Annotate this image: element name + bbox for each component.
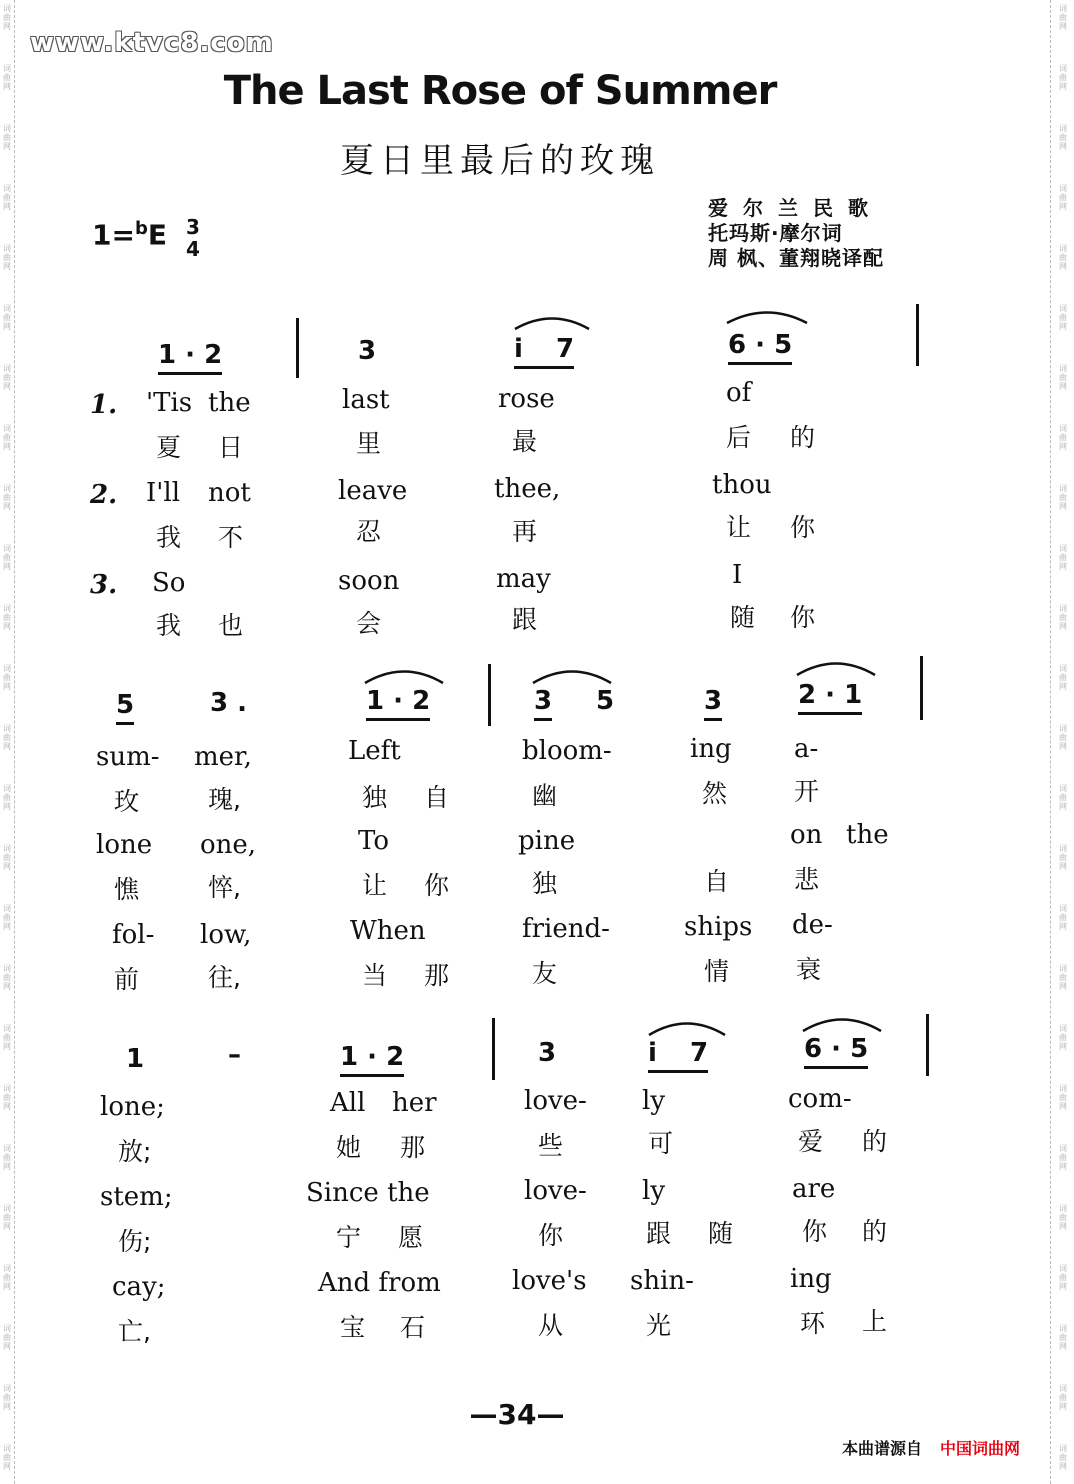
lyric-cn: 瑰, <box>208 785 241 814</box>
lyric-cn: 最 <box>512 427 538 456</box>
lyric-cn: 环 <box>800 1309 826 1338</box>
key-signature <box>92 218 167 251</box>
lyric-cn: 的 <box>862 1127 888 1156</box>
side-watermark-mark: 词 曲 网 <box>1059 1024 1067 1051</box>
lyric-cn: 独 <box>532 869 558 898</box>
side-watermark-mark: 词 曲 网 <box>3 904 11 931</box>
lyric-en: friend- <box>522 914 610 944</box>
lyric-en: fol- <box>112 920 155 950</box>
lyric-en: thou <box>712 470 772 500</box>
side-watermark-mark: 词 曲 网 <box>3 4 11 31</box>
tie-arc <box>724 306 810 326</box>
lyric-en: ly <box>642 1086 666 1116</box>
lyric-cn: 再 <box>512 517 538 546</box>
side-watermark-mark: 词 曲 网 <box>3 844 11 871</box>
flat-sign: b <box>134 218 148 239</box>
lyric-en: ships <box>684 912 753 942</box>
side-watermark-mark: 词 曲 网 <box>1059 1324 1067 1351</box>
lyric-cn: 亡, <box>118 1317 151 1346</box>
side-watermark-mark: 词 曲 网 <box>1059 1444 1067 1471</box>
side-watermark-mark: 词 曲 网 <box>3 1444 11 1471</box>
side-watermark-mark: 词 曲 网 <box>1059 964 1067 991</box>
lyric-cn: 情 <box>704 957 730 986</box>
lyric-en: thee, <box>494 474 561 504</box>
lyric-cn: 可 <box>648 1129 674 1158</box>
note-group: 1 · 2 <box>340 1042 404 1077</box>
credit-translators: 周 枫、董翔晓译配 <box>708 246 884 270</box>
lyric-cn: 你 <box>790 513 816 542</box>
side-watermark-mark: 词 曲 网 <box>1059 784 1067 811</box>
side-watermark-mark: 词 曲 网 <box>3 304 11 331</box>
note-group: 5 <box>596 686 615 716</box>
lyric-en: love- <box>524 1086 587 1116</box>
side-watermark-mark: 词 曲 网 <box>1059 1204 1067 1231</box>
lyric-cn: 的 <box>862 1217 888 1246</box>
lyric-cn: 宝 <box>340 1313 366 1342</box>
lyric-en: her <box>392 1088 437 1118</box>
lyric-en: one, <box>200 830 257 860</box>
verse-number: 1. <box>90 390 118 420</box>
lyric-cn: 我 <box>156 523 182 552</box>
note-group: 2 · 1 <box>798 680 862 715</box>
source-label: 本曲谱源自 <box>842 1439 923 1458</box>
verse-number: 3. <box>90 570 118 600</box>
tie-arc <box>800 1012 884 1034</box>
bar-line <box>488 664 491 726</box>
tie-arc <box>512 312 592 332</box>
side-watermark-mark: 词 曲 网 <box>1059 124 1067 151</box>
lyric-en: I'll <box>146 478 181 508</box>
tie-arc <box>646 1016 728 1038</box>
lyric-cn: 日 <box>218 433 244 462</box>
lyric-en: com- <box>788 1084 852 1114</box>
lyric-cn: 友 <box>532 959 558 988</box>
song-subtitle: 夏日里最后的玫瑰 <box>340 141 660 181</box>
lyric-en: a- <box>794 734 819 764</box>
lyric-cn: 往, <box>208 963 241 992</box>
side-watermark-mark: 词 曲 网 <box>3 184 11 211</box>
verse-number: 2. <box>90 480 118 510</box>
lyric-en: So <box>152 568 186 598</box>
side-watermark-mark: 词 曲 网 <box>3 964 11 991</box>
lyric-en: of <box>726 378 752 408</box>
lyric-en: And from <box>318 1268 441 1298</box>
lyric-cn: 当 <box>362 961 388 990</box>
lyric-cn: 里 <box>356 429 382 458</box>
lyric-cn: 随 <box>730 603 756 632</box>
side-watermark-mark: 词 曲 网 <box>3 1144 11 1171</box>
lyric-en: ly <box>642 1176 666 1206</box>
time-top: 3 <box>186 215 200 239</box>
lyric-en: I <box>732 560 743 590</box>
key-prefix: 1= <box>92 218 135 252</box>
right-dashed-border <box>1050 0 1051 1484</box>
lyric-en: rose <box>498 384 555 414</box>
lyric-en: soon <box>338 566 400 596</box>
key-note: E <box>147 218 167 252</box>
lyric-en: sum- <box>96 742 160 772</box>
lyric-cn: 玫 <box>114 787 140 816</box>
lyric-cn: 会 <box>356 609 382 638</box>
lyric-en: low, <box>200 920 252 950</box>
lyric-en: All <box>330 1088 366 1118</box>
side-watermark-mark: 词 曲 网 <box>3 1024 11 1051</box>
page-number: —34— <box>469 1398 565 1431</box>
lyric-cn: 自 <box>704 867 730 896</box>
lyric-cn: 悴, <box>208 873 241 902</box>
note-group: 3 <box>538 1038 557 1068</box>
lyric-cn: 让 <box>362 871 388 900</box>
lyric-en: When <box>350 916 426 946</box>
side-watermark-mark: 词 曲 网 <box>3 1384 11 1411</box>
lyric-cn: 你 <box>790 603 816 632</box>
lyric-cn: 伤; <box>118 1227 152 1256</box>
side-watermark-mark: 词 曲 网 <box>3 1084 11 1111</box>
bar-line <box>920 656 923 720</box>
side-watermark-mark: 词 曲 网 <box>3 64 11 91</box>
side-watermark-mark: 词 曲 网 <box>3 364 11 391</box>
lyric-cn: 忍 <box>356 517 382 546</box>
tie-arc <box>794 656 878 678</box>
lyric-cn: 衰 <box>796 955 822 984</box>
note-group: 1 · 2 <box>158 340 222 375</box>
lyric-en: leave <box>338 476 408 506</box>
lyric-en: shin- <box>630 1266 694 1296</box>
side-watermark-mark: 词 曲 网 <box>1059 1264 1067 1291</box>
lyric-cn: 愿 <box>398 1223 424 1252</box>
side-watermark-mark: 词 曲 网 <box>1059 364 1067 391</box>
note-group: 3 <box>534 686 552 721</box>
source-brand-link[interactable]: 中国词曲网 <box>940 1439 1021 1458</box>
dash-hold: – <box>228 1040 241 1070</box>
side-watermark-mark: 词 曲 网 <box>1059 244 1067 271</box>
lyric-en: ing <box>690 734 732 764</box>
lyric-en: stem; <box>100 1182 173 1212</box>
lyric-en: lone; <box>100 1092 165 1122</box>
lyric-cn: 放; <box>118 1137 152 1166</box>
lyric-cn: 你 <box>538 1221 564 1250</box>
note-group: i 7 <box>648 1038 708 1073</box>
lyric-cn: 宁 <box>336 1223 362 1252</box>
note-group: 1 <box>126 1044 145 1074</box>
side-watermark-mark: 词 曲 网 <box>1059 844 1067 871</box>
lyric-cn: 跟 <box>646 1219 672 1248</box>
side-watermark-mark: 词 曲 网 <box>3 1264 11 1291</box>
lyric-en: last <box>342 385 390 415</box>
lyric-en: lone <box>96 830 153 860</box>
lyric-cn: 自 <box>424 783 450 812</box>
lyric-en: love's <box>512 1266 587 1296</box>
bar-line <box>916 304 919 366</box>
side-watermark-mark: 词 曲 网 <box>3 784 11 811</box>
side-watermark-mark: 词 曲 网 <box>3 124 11 151</box>
lyric-cn: 开 <box>794 777 820 806</box>
lyric-cn: 然 <box>702 779 728 808</box>
side-watermark-mark: 词 曲 网 <box>1059 424 1067 451</box>
side-watermark-mark: 词 曲 网 <box>1059 184 1067 211</box>
side-watermark-mark: 词 曲 网 <box>1059 1384 1067 1411</box>
side-watermark-mark: 词 曲 网 <box>1059 664 1067 691</box>
side-watermark-mark: 词 曲 网 <box>3 664 11 691</box>
lyric-cn: 随 <box>708 1219 734 1248</box>
lyric-cn: 光 <box>646 1311 672 1340</box>
side-watermark-mark: 词 曲 网 <box>1059 544 1067 571</box>
lyric-en: pine <box>518 826 576 856</box>
lyric-cn: 你 <box>424 871 450 900</box>
side-watermark-mark: 词 曲 网 <box>3 604 11 631</box>
bar-line <box>926 1014 929 1076</box>
note-group: 3 <box>704 686 722 721</box>
tie-arc <box>362 664 446 686</box>
lyric-en: cay; <box>112 1272 166 1302</box>
note-group: 1 · 2 <box>366 686 430 721</box>
note-group: 6 · 5 <box>728 330 792 365</box>
side-watermark-mark: 词 曲 网 <box>1059 304 1067 331</box>
lyric-cn: 前 <box>114 965 140 994</box>
lyric-en: Since the <box>306 1178 430 1208</box>
tie-arc <box>530 664 614 686</box>
bar-line <box>296 318 299 378</box>
side-watermark-mark: 词 曲 网 <box>1059 64 1067 91</box>
time-signature <box>186 216 200 260</box>
lyric-cn: 从 <box>538 1311 564 1340</box>
lyric-en: 'Tis <box>146 388 193 418</box>
lyric-cn: 独 <box>362 783 388 812</box>
side-watermark-mark: 词 曲 网 <box>3 424 11 451</box>
left-dashed-border <box>14 0 15 1484</box>
side-watermark-mark: 词 曲 网 <box>3 244 11 271</box>
side-watermark-mark: 词 曲 网 <box>1059 1144 1067 1171</box>
lyric-en: mer, <box>194 742 252 772</box>
lyric-cn: 些 <box>538 1131 564 1160</box>
credit-lyricist: 托玛斯·摩尔词 <box>708 221 843 245</box>
lyric-cn: 那 <box>400 1133 426 1162</box>
side-watermark-mark: 词 曲 网 <box>1059 604 1067 631</box>
credits <box>708 196 884 271</box>
lyric-en: may <box>496 564 551 594</box>
lyric-cn: 憔 <box>114 875 140 904</box>
note-group: 6 · 5 <box>804 1034 868 1069</box>
side-watermark-mark: 词 曲 网 <box>3 724 11 751</box>
lyric-en: Left <box>348 736 401 766</box>
source-credit <box>842 1436 1020 1459</box>
lyric-cn: 爱 <box>798 1127 824 1156</box>
lyric-en: ing <box>790 1264 832 1294</box>
lyric-cn: 你 <box>802 1217 828 1246</box>
bar-line <box>492 1018 495 1080</box>
side-watermark-mark: 词 曲 网 <box>3 484 11 511</box>
lyric-en: de- <box>792 910 833 940</box>
time-bottom: 4 <box>186 237 200 261</box>
lyric-cn: 跟 <box>512 605 538 634</box>
lyric-cn: 的 <box>790 423 816 452</box>
lyric-en: are <box>792 1174 836 1204</box>
lyric-en: not <box>208 478 251 508</box>
credit-origin: 爱尔兰民歌 <box>708 196 883 220</box>
lyric-en: the <box>846 820 889 850</box>
lyric-cn: 石 <box>400 1313 426 1342</box>
lyric-cn: 幽 <box>532 781 558 810</box>
lyric-en: bloom- <box>522 736 612 766</box>
note-group: i 7 <box>514 334 574 369</box>
lyric-en: the <box>208 388 251 418</box>
lyric-cn: 让 <box>726 513 752 542</box>
lyric-cn: 悲 <box>794 865 820 894</box>
lyric-cn: 她 <box>336 1133 362 1162</box>
side-watermark-mark: 词 曲 网 <box>1059 904 1067 931</box>
site-watermark: www.ktvc8.com <box>30 28 274 58</box>
lyric-cn: 那 <box>424 961 450 990</box>
side-watermark-mark: 词 曲 网 <box>1059 4 1067 31</box>
lyric-cn: 也 <box>218 611 244 640</box>
lyric-en: love- <box>524 1176 587 1206</box>
lyric-cn: 夏 <box>156 433 182 462</box>
lyric-cn: 后 <box>726 423 752 452</box>
side-watermark-mark: 词 曲 网 <box>3 544 11 571</box>
side-watermark-mark: 词 曲 网 <box>3 1204 11 1231</box>
lyric-en: on <box>790 820 823 850</box>
side-watermark-mark: 词 曲 网 <box>1059 724 1067 751</box>
note-group: 5 <box>116 690 134 725</box>
note-group: 3 <box>358 336 377 366</box>
song-title: The Last Rose of Summer <box>223 68 777 114</box>
lyric-cn: 上 <box>862 1307 888 1336</box>
lyric-cn: 不 <box>218 523 244 552</box>
lyric-en: To <box>358 826 389 856</box>
side-watermark-mark: 词 曲 网 <box>1059 1084 1067 1111</box>
lyric-cn: 我 <box>156 611 182 640</box>
side-watermark-mark: 词 曲 网 <box>1059 484 1067 511</box>
side-watermark-mark: 词 曲 网 <box>3 1324 11 1351</box>
note-group: 3 . <box>210 688 248 718</box>
